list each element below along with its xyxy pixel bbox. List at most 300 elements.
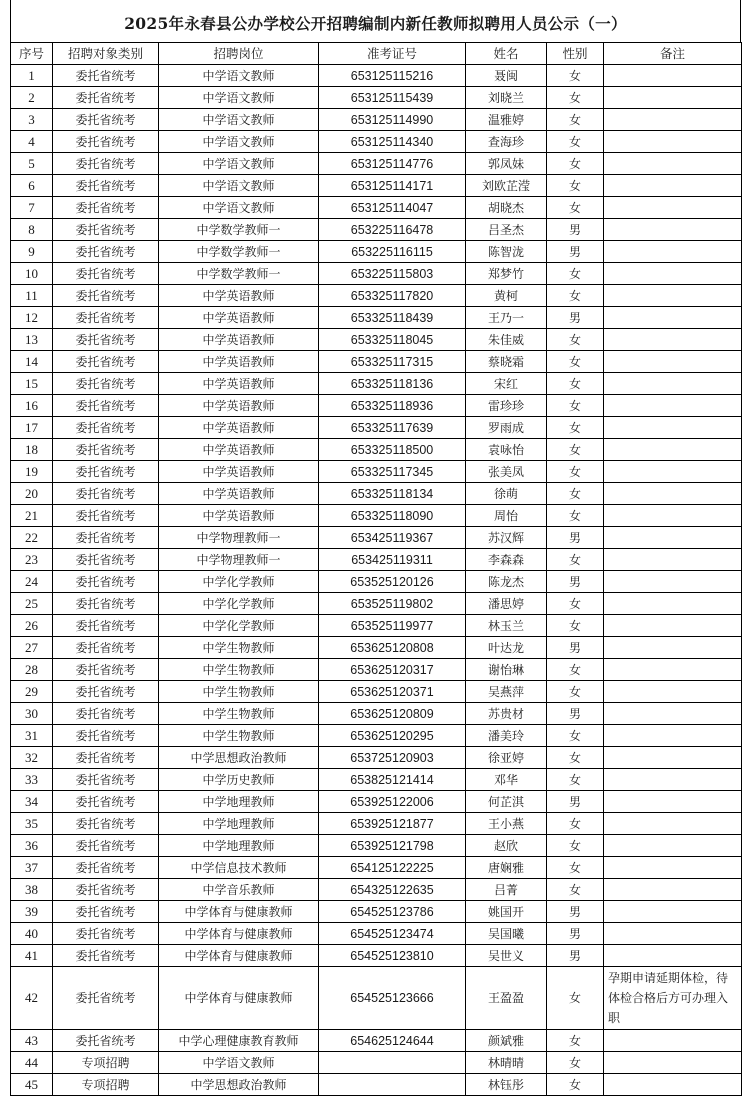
cell-no: 13 xyxy=(11,329,53,351)
cell-name: 吕圣杰 xyxy=(466,219,547,241)
cell-gender: 女 xyxy=(547,395,604,417)
cell-name: 刘欧芷滢 xyxy=(466,175,547,197)
cell-exam-id: 653525120126 xyxy=(319,571,466,593)
header-gender: 性别 xyxy=(547,43,604,65)
table-row xyxy=(11,813,742,835)
cell-position: 中学生物教师 xyxy=(159,725,319,747)
cell-gender: 男 xyxy=(547,241,604,263)
cell-name: 张美凤 xyxy=(466,461,547,483)
cell-note xyxy=(604,593,742,615)
cell-position: 中学历史教师 xyxy=(159,769,319,791)
cell-category: 委托省统考 xyxy=(53,483,159,505)
cell-category: 委托省统考 xyxy=(53,901,159,923)
cell-no: 35 xyxy=(11,813,53,835)
cell-note xyxy=(604,65,742,87)
cell-exam-id: 653125114990 xyxy=(319,109,466,131)
cell-no: 31 xyxy=(11,725,53,747)
cell-name: 徐萌 xyxy=(466,483,547,505)
cell-note xyxy=(604,923,742,945)
cell-note: 孕期申请延期体检，待体检合格后方可办理入职 xyxy=(604,967,742,1030)
cell-note xyxy=(604,329,742,351)
cell-exam-id: 653325118136 xyxy=(319,373,466,395)
cell-name: 雷珍珍 xyxy=(466,395,547,417)
cell-note xyxy=(604,945,742,967)
header-position: 招聘岗位 xyxy=(159,43,319,65)
cell-name: 谢怡琳 xyxy=(466,659,547,681)
cell-name: 宋红 xyxy=(466,373,547,395)
cell-category: 委托省统考 xyxy=(53,681,159,703)
table-row xyxy=(11,1030,742,1052)
cell-position: 中学数学教师一 xyxy=(159,263,319,285)
cell-position: 中学数学教师一 xyxy=(159,219,319,241)
cell-gender: 女 xyxy=(547,175,604,197)
cell-category: 委托省统考 xyxy=(53,417,159,439)
cell-name: 潘思婷 xyxy=(466,593,547,615)
cell-exam-id: 653625120371 xyxy=(319,681,466,703)
cell-gender: 女 xyxy=(547,615,604,637)
cell-name: 刘晓兰 xyxy=(466,87,547,109)
table-row xyxy=(11,681,742,703)
cell-position: 中学数学教师一 xyxy=(159,241,319,263)
cell-category: 专项招聘 xyxy=(53,1052,159,1074)
cell-category: 委托省统考 xyxy=(53,263,159,285)
cell-name: 陈龙杰 xyxy=(466,571,547,593)
table-row xyxy=(11,285,742,307)
cell-note xyxy=(604,87,742,109)
cell-exam-id xyxy=(319,1074,466,1096)
cell-category: 委托省统考 xyxy=(53,351,159,373)
cell-gender: 女 xyxy=(547,439,604,461)
cell-note xyxy=(604,725,742,747)
document-page xyxy=(10,0,741,1092)
cell-gender: 女 xyxy=(547,1030,604,1052)
cell-position: 中学信息技术教师 xyxy=(159,857,319,879)
cell-exam-id: 653125114171 xyxy=(319,175,466,197)
cell-position: 中学语文教师 xyxy=(159,197,319,219)
cell-exam-id: 654525123474 xyxy=(319,923,466,945)
cell-gender: 女 xyxy=(547,131,604,153)
cell-note xyxy=(604,285,742,307)
cell-exam-id: 653225116478 xyxy=(319,219,466,241)
cell-note xyxy=(604,769,742,791)
cell-name: 王乃一 xyxy=(466,307,547,329)
cell-position: 中学英语教师 xyxy=(159,307,319,329)
cell-note xyxy=(604,1074,742,1096)
cell-gender: 女 xyxy=(547,153,604,175)
cell-gender: 女 xyxy=(547,769,604,791)
cell-exam-id xyxy=(319,1052,466,1074)
cell-note xyxy=(604,439,742,461)
cell-position: 中学英语教师 xyxy=(159,461,319,483)
table-row xyxy=(11,923,742,945)
cell-category: 委托省统考 xyxy=(53,461,159,483)
cell-position: 中学体育与健康教师 xyxy=(159,901,319,923)
cell-category: 委托省统考 xyxy=(53,505,159,527)
cell-name: 林晴晴 xyxy=(466,1052,547,1074)
cell-category: 委托省统考 xyxy=(53,131,159,153)
cell-name: 唐娴雅 xyxy=(466,857,547,879)
cell-position: 中学心理健康教育教师 xyxy=(159,1030,319,1052)
cell-no: 8 xyxy=(11,219,53,241)
cell-position: 中学语文教师 xyxy=(159,87,319,109)
cell-exam-id: 653325118936 xyxy=(319,395,466,417)
cell-category: 委托省统考 xyxy=(53,571,159,593)
cell-name: 陈智泷 xyxy=(466,241,547,263)
cell-no: 23 xyxy=(11,549,53,571)
cell-category: 委托省统考 xyxy=(53,395,159,417)
cell-gender: 女 xyxy=(547,483,604,505)
cell-exam-id: 653325118134 xyxy=(319,483,466,505)
cell-note xyxy=(604,813,742,835)
cell-name: 郭凤妹 xyxy=(466,153,547,175)
cell-exam-id: 653925121877 xyxy=(319,813,466,835)
table-row xyxy=(11,725,742,747)
cell-category: 委托省统考 xyxy=(53,65,159,87)
table-row xyxy=(11,879,742,901)
cell-no: 4 xyxy=(11,131,53,153)
cell-note xyxy=(604,153,742,175)
cell-note xyxy=(604,879,742,901)
table-row xyxy=(11,615,742,637)
cell-note xyxy=(604,747,742,769)
cell-gender: 女 xyxy=(547,1074,604,1096)
header-exam-id: 准考证号 xyxy=(319,43,466,65)
cell-note xyxy=(604,109,742,131)
cell-name: 吴国曦 xyxy=(466,923,547,945)
cell-no: 30 xyxy=(11,703,53,725)
cell-no: 25 xyxy=(11,593,53,615)
cell-exam-id: 653325118090 xyxy=(319,505,466,527)
cell-gender: 女 xyxy=(547,329,604,351)
cell-gender: 女 xyxy=(547,879,604,901)
cell-no: 36 xyxy=(11,835,53,857)
cell-note xyxy=(604,263,742,285)
cell-no: 6 xyxy=(11,175,53,197)
cell-gender: 男 xyxy=(547,571,604,593)
cell-exam-id: 653325117315 xyxy=(319,351,466,373)
cell-position: 中学化学教师 xyxy=(159,593,319,615)
cell-category: 委托省统考 xyxy=(53,109,159,131)
cell-note xyxy=(604,197,742,219)
cell-position: 中学语文教师 xyxy=(159,65,319,87)
cell-position: 中学思想政治教师 xyxy=(159,747,319,769)
cell-exam-id: 653225115803 xyxy=(319,263,466,285)
cell-no: 22 xyxy=(11,527,53,549)
cell-no: 11 xyxy=(11,285,53,307)
cell-no: 2 xyxy=(11,87,53,109)
cell-position: 中学体育与健康教师 xyxy=(159,923,319,945)
table-row xyxy=(11,109,742,131)
cell-exam-id: 654525123786 xyxy=(319,901,466,923)
cell-gender: 女 xyxy=(547,285,604,307)
cell-exam-id: 653925122006 xyxy=(319,791,466,813)
table-header-row xyxy=(11,43,742,65)
cell-exam-id: 653325117820 xyxy=(319,285,466,307)
table-row xyxy=(11,175,742,197)
table-body xyxy=(11,65,742,1096)
cell-no: 14 xyxy=(11,351,53,373)
table-row xyxy=(11,153,742,175)
table-row xyxy=(11,483,742,505)
cell-exam-id: 653325117345 xyxy=(319,461,466,483)
cell-gender: 女 xyxy=(547,373,604,395)
cell-category: 委托省统考 xyxy=(53,527,159,549)
cell-no: 26 xyxy=(11,615,53,637)
cell-category: 委托省统考 xyxy=(53,725,159,747)
cell-exam-id: 653625120809 xyxy=(319,703,466,725)
table-row xyxy=(11,1074,742,1096)
cell-no: 43 xyxy=(11,1030,53,1052)
cell-name: 叶达龙 xyxy=(466,637,547,659)
candidates-table xyxy=(10,42,742,1096)
cell-position: 中学生物教师 xyxy=(159,659,319,681)
cell-position: 中学英语教师 xyxy=(159,417,319,439)
cell-name: 王小燕 xyxy=(466,813,547,835)
table-row xyxy=(11,945,742,967)
cell-gender: 女 xyxy=(547,857,604,879)
cell-no: 17 xyxy=(11,417,53,439)
cell-category: 委托省统考 xyxy=(53,747,159,769)
cell-gender: 女 xyxy=(547,417,604,439)
cell-gender: 男 xyxy=(547,637,604,659)
cell-position: 中学地理教师 xyxy=(159,791,319,813)
cell-gender: 男 xyxy=(547,219,604,241)
cell-note xyxy=(604,1052,742,1074)
cell-no: 28 xyxy=(11,659,53,681)
cell-category: 委托省统考 xyxy=(53,769,159,791)
cell-gender: 女 xyxy=(547,1052,604,1074)
cell-note xyxy=(604,681,742,703)
cell-no: 19 xyxy=(11,461,53,483)
cell-no: 7 xyxy=(11,197,53,219)
cell-name: 赵欣 xyxy=(466,835,547,857)
cell-gender: 女 xyxy=(547,725,604,747)
cell-category: 专项招聘 xyxy=(53,1074,159,1096)
cell-exam-id: 653325118500 xyxy=(319,439,466,461)
cell-category: 委托省统考 xyxy=(53,593,159,615)
cell-no: 40 xyxy=(11,923,53,945)
page-title: 2025年永春县公办学校公开招聘编制内新任教师拟聘用人员公示（一） xyxy=(10,0,741,42)
cell-position: 中学英语教师 xyxy=(159,329,319,351)
cell-category: 委托省统考 xyxy=(53,1030,159,1052)
table-row xyxy=(11,703,742,725)
cell-category: 委托省统考 xyxy=(53,549,159,571)
cell-no: 18 xyxy=(11,439,53,461)
cell-category: 委托省统考 xyxy=(53,879,159,901)
cell-name: 颜斌雅 xyxy=(466,1030,547,1052)
cell-note xyxy=(604,901,742,923)
cell-gender: 男 xyxy=(547,307,604,329)
cell-no: 32 xyxy=(11,747,53,769)
table-row xyxy=(11,571,742,593)
header-note: 备注 xyxy=(604,43,742,65)
cell-no: 24 xyxy=(11,571,53,593)
cell-no: 39 xyxy=(11,901,53,923)
cell-exam-id: 653925121798 xyxy=(319,835,466,857)
cell-exam-id: 653525119802 xyxy=(319,593,466,615)
cell-note xyxy=(604,351,742,373)
cell-note xyxy=(604,307,742,329)
table-row xyxy=(11,1052,742,1074)
cell-exam-id: 653225116115 xyxy=(319,241,466,263)
header-no: 序号 xyxy=(11,43,53,65)
cell-note xyxy=(604,241,742,263)
cell-name: 邓华 xyxy=(466,769,547,791)
table-row xyxy=(11,461,742,483)
cell-gender: 女 xyxy=(547,65,604,87)
cell-category: 委托省统考 xyxy=(53,153,159,175)
cell-position: 中学英语教师 xyxy=(159,483,319,505)
table-row xyxy=(11,659,742,681)
cell-position: 中学英语教师 xyxy=(159,285,319,307)
table-row xyxy=(11,219,742,241)
cell-exam-id: 653525119977 xyxy=(319,615,466,637)
cell-note xyxy=(604,637,742,659)
table-row xyxy=(11,637,742,659)
cell-name: 潘美玲 xyxy=(466,725,547,747)
cell-position: 中学体育与健康教师 xyxy=(159,967,319,1030)
cell-exam-id: 653725120903 xyxy=(319,747,466,769)
cell-exam-id: 653325118045 xyxy=(319,329,466,351)
cell-exam-id: 653825121414 xyxy=(319,769,466,791)
cell-name: 姚国开 xyxy=(466,901,547,923)
cell-no: 42 xyxy=(11,967,53,1030)
cell-exam-id: 653425119311 xyxy=(319,549,466,571)
table-row xyxy=(11,87,742,109)
table-row xyxy=(11,835,742,857)
cell-category: 委托省统考 xyxy=(53,329,159,351)
cell-no: 21 xyxy=(11,505,53,527)
table-row xyxy=(11,747,742,769)
cell-category: 委托省统考 xyxy=(53,439,159,461)
cell-position: 中学体育与健康教师 xyxy=(159,945,319,967)
table-row xyxy=(11,791,742,813)
table-row xyxy=(11,307,742,329)
cell-exam-id: 653325118439 xyxy=(319,307,466,329)
cell-position: 中学英语教师 xyxy=(159,395,319,417)
cell-note xyxy=(604,219,742,241)
table-row xyxy=(11,395,742,417)
cell-note xyxy=(604,461,742,483)
cell-position: 中学语文教师 xyxy=(159,131,319,153)
cell-note xyxy=(604,395,742,417)
table-row xyxy=(11,263,742,285)
cell-gender: 女 xyxy=(547,967,604,1030)
cell-category: 委托省统考 xyxy=(53,835,159,857)
cell-category: 委托省统考 xyxy=(53,791,159,813)
cell-note xyxy=(604,659,742,681)
cell-note xyxy=(604,175,742,197)
cell-position: 中学物理教师一 xyxy=(159,527,319,549)
cell-note xyxy=(604,1030,742,1052)
table-row xyxy=(11,241,742,263)
cell-no: 10 xyxy=(11,263,53,285)
cell-category: 委托省统考 xyxy=(53,307,159,329)
cell-position: 中学英语教师 xyxy=(159,351,319,373)
cell-position: 中学英语教师 xyxy=(159,373,319,395)
cell-no: 12 xyxy=(11,307,53,329)
cell-name: 聂闽 xyxy=(466,65,547,87)
cell-no: 15 xyxy=(11,373,53,395)
cell-note xyxy=(604,373,742,395)
table-row xyxy=(11,373,742,395)
table-row xyxy=(11,857,742,879)
cell-gender: 女 xyxy=(547,461,604,483)
cell-category: 委托省统考 xyxy=(53,637,159,659)
table-row xyxy=(11,527,742,549)
cell-category: 委托省统考 xyxy=(53,967,159,1030)
cell-no: 38 xyxy=(11,879,53,901)
cell-name: 吴世义 xyxy=(466,945,547,967)
header-category: 招聘对象类别 xyxy=(53,43,159,65)
cell-gender: 女 xyxy=(547,659,604,681)
cell-no: 45 xyxy=(11,1074,53,1096)
cell-category: 委托省统考 xyxy=(53,659,159,681)
cell-name: 苏汉辉 xyxy=(466,527,547,549)
cell-gender: 男 xyxy=(547,945,604,967)
cell-name: 胡晓杰 xyxy=(466,197,547,219)
cell-name: 黄柯 xyxy=(466,285,547,307)
cell-position: 中学物理教师一 xyxy=(159,549,319,571)
cell-name: 温雅婷 xyxy=(466,109,547,131)
cell-gender: 女 xyxy=(547,835,604,857)
cell-category: 委托省统考 xyxy=(53,241,159,263)
cell-exam-id: 653325117639 xyxy=(319,417,466,439)
cell-note xyxy=(604,857,742,879)
cell-gender: 女 xyxy=(547,813,604,835)
cell-category: 委托省统考 xyxy=(53,219,159,241)
cell-no: 1 xyxy=(11,65,53,87)
cell-name: 林钰彤 xyxy=(466,1074,547,1096)
table-row xyxy=(11,329,742,351)
cell-exam-id: 653125115216 xyxy=(319,65,466,87)
cell-category: 委托省统考 xyxy=(53,945,159,967)
cell-note xyxy=(604,549,742,571)
table-row xyxy=(11,439,742,461)
cell-name: 王盈盈 xyxy=(466,967,547,1030)
cell-position: 中学英语教师 xyxy=(159,505,319,527)
cell-category: 委托省统考 xyxy=(53,813,159,835)
cell-category: 委托省统考 xyxy=(53,175,159,197)
cell-gender: 女 xyxy=(547,747,604,769)
cell-position: 中学地理教师 xyxy=(159,835,319,857)
cell-note xyxy=(604,571,742,593)
cell-name: 蔡晓霜 xyxy=(466,351,547,373)
cell-position: 中学语文教师 xyxy=(159,153,319,175)
cell-gender: 女 xyxy=(547,87,604,109)
table-row xyxy=(11,351,742,373)
cell-position: 中学生物教师 xyxy=(159,703,319,725)
cell-position: 中学语文教师 xyxy=(159,109,319,131)
cell-gender: 女 xyxy=(547,351,604,373)
cell-exam-id: 653425119367 xyxy=(319,527,466,549)
cell-category: 委托省统考 xyxy=(53,285,159,307)
cell-gender: 女 xyxy=(547,593,604,615)
cell-gender: 女 xyxy=(547,681,604,703)
cell-gender: 女 xyxy=(547,505,604,527)
cell-name: 李森森 xyxy=(466,549,547,571)
cell-name: 吴燕萍 xyxy=(466,681,547,703)
cell-exam-id: 653125114047 xyxy=(319,197,466,219)
cell-note xyxy=(604,791,742,813)
cell-name: 徐亚婷 xyxy=(466,747,547,769)
cell-position: 中学语文教师 xyxy=(159,175,319,197)
cell-position: 中学化学教师 xyxy=(159,615,319,637)
cell-name: 林玉兰 xyxy=(466,615,547,637)
table-row xyxy=(11,549,742,571)
table-row xyxy=(11,65,742,87)
cell-gender: 男 xyxy=(547,527,604,549)
